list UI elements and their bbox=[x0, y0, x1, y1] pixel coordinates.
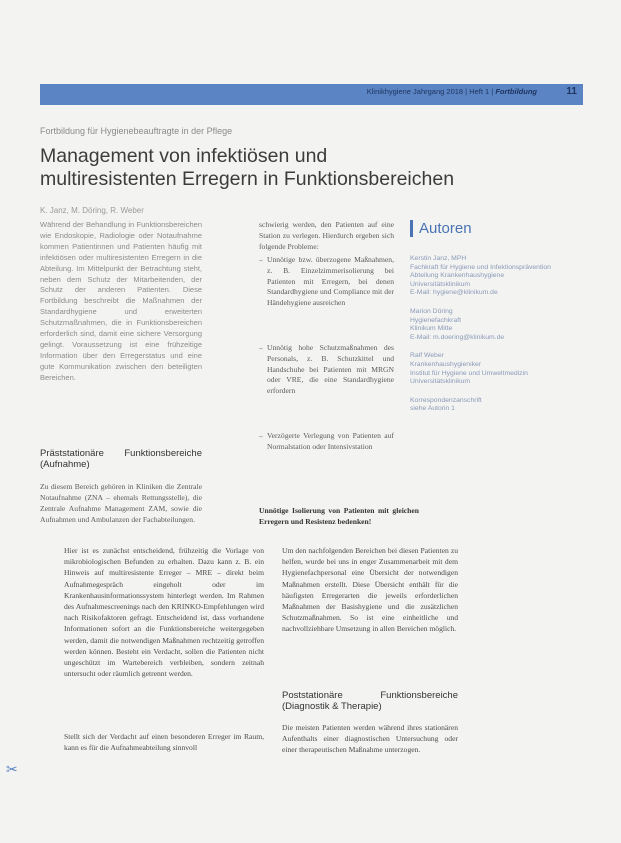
author-entry: Marion Döring Hygienefachkraft Klinikum Mitte E-Mail: m.doering@klinikum.de bbox=[410, 307, 505, 341]
journal-header-bar bbox=[40, 84, 583, 105]
section-heading-1: Präststationäre Funktionsbereiche (Aufnahme) bbox=[40, 448, 202, 470]
authors-line: K. Janz, M. Döring, R. Weber bbox=[40, 206, 144, 215]
bottom-left-column bbox=[64, 545, 264, 753]
kicker: Fortbildung für Hygienebeauftragte in der Pflege bbox=[40, 126, 233, 136]
bottom-left-paragraph-2: Stellt sich der Verdacht auf einen besonderen Erreger im Raum, kann es für die Aufnahmeabteilung sinnvoll bbox=[64, 732, 264, 753]
middle-column bbox=[259, 220, 394, 453]
section-heading-2: Poststationäre Funktionsbereiche (Diagnostik & Therapie) bbox=[282, 690, 458, 712]
author-entry: Korrespondenzanschrift siehe Autorin 1 bbox=[410, 396, 482, 413]
bottom-right-paragraph: Um den nachfolgenden Bereichen bei diesen Patienten zu helfen, wurde bei uns in enger Zusammenarbeit mit dem Hygienefachpersonal eine Übersicht der notwendigen Maßnahmen erstellt. Diese Übersicht enthält für die häufigsten Erregerarten die jeweils erforderlichen Maßnahmen der Basishygiene und die zusätzlichen Schutzmaßnahmen. So ist eine einheitliche und nachvollziehbare Umsetzung in allen Bereichen möglich. bbox=[282, 546, 458, 634]
middle-intro: schwierig werden, den Patienten auf eine Station zu verlegen. Hierdurch ergeben sich folgende Probleme: bbox=[259, 220, 394, 251]
bottom-left-paragraph-1: Hier ist es zunächst entscheidend, frühzeitig die Vorlage von mikrobiologischen Befunden zu erhalten. Dazu kann z. B. ein Hinweis auf multiresistente Erreger – MRE – direkt beim Aufnahmegespräch eingeholt oder im Krankenhausinformationssystem hinterlegt werden. Im Rahmen des Aufnahmescreenings nach den KRINKO-Empfehlungen wird nach Risikofaktoren gefragt. Entscheidend ist, dass vorhandene Informationen sofort an die Funktionsbereiche weitergegeben werden, damit die notwendigen Maßnahmen rechtzeitig getroffen werden können. Besteht ein Verdacht, sollen die Patienten nicht ungeschützt im Wartebereich verbleiben, sondern zeitnah untersucht oder räumlich getrennt werden. bbox=[64, 546, 264, 679]
scissors-icon: ✂ bbox=[6, 763, 18, 778]
problem-list bbox=[259, 255, 394, 453]
list-item: – Verzögerte Verlegung von Patienten auf Normalstation oder Intensivstation bbox=[259, 431, 394, 453]
left-column bbox=[40, 220, 202, 546]
highlight-note: Unnötige Isolierung von Patienten mit gleichen Erregern und Resistenz bedenken! bbox=[259, 506, 419, 526]
journal-info: Klinikhygiene Jahrgang 2018 | Heft 1 | Fortbildung bbox=[366, 87, 537, 96]
author-entry: Ralf Weber Krankenhaushygieniker Institut für Hygiene und Umweltmedizin Universitätsklinikum bbox=[410, 352, 528, 386]
section-2-text: Die meisten Patienten werden während ihres stationären Aufenthalts einer diagnostischen Untersuchung oder einer therapeutischen Maßnahme unterzogen. bbox=[282, 723, 458, 755]
article-title: Management von infektiösen und multiresistenten Erregern in Funktionsbereichen bbox=[40, 145, 455, 190]
list-item: – Unnötig hohe Schutzmaßnahmen des Personals, z. B. Schutzkittel und Handschuhe bei Patienten mit MRGN oder VRE, die eine Standardhygiene erfordern bbox=[259, 343, 394, 431]
bottom-right-column bbox=[282, 545, 458, 756]
section-1-text: Zu diesem Bereich gehören in Kliniken die Zentrale Notaufnahme (ZNA – ehemals Rettungsstelle), die Zentrale Aufnahme Management ZAM, sowie die Aufnahmen und Ambulanzen der Fachabteilungen. bbox=[40, 482, 202, 524]
authors-box bbox=[410, 220, 575, 414]
author-entry: Kerstin Janz, MPH Fachkraft für Hygiene und Infektionsprävention Abteilung Krankenhaushygiene Universitätsklinikum E-Mail: hygiene@klinikum.de bbox=[410, 255, 551, 297]
list-item: – Unnötige bzw. überzogene Maßnahmen, z. B. Einzelzimmerisolierung bei Patienten mit Erregern, bei denen Standardhygiene und Compliance mit der Händehygiene ausreichen bbox=[259, 255, 394, 343]
intro-paragraph: Während der Behandlung in Funktionsbereichen wie Endoskopie, Radiologie oder Notaufnahme kommen Patientinnen und Patienten häufig mit infektiösen oder multiresistenten Erregern in die Abteilung. Im Mittelpunkt der Betrachtung steht, neben dem Schutz der Mitarbeitenden, der Schutz der anderen Patienten. Diese Fortbildung beschreibt die Maßnahmen der Standardhygiene und erweiterten Schutzmaßnahmen, die in Funktionsbereichen erforderlich sind, damit eine sichere Versorgung gelingt. Voraussetzung ist eine frühzeitige Information über den Erregerstatus und eine gute Kommunikation zwischen den beteiligten Bereichen. bbox=[40, 220, 202, 382]
authors-heading: Autoren bbox=[410, 220, 575, 237]
page-number: 11 bbox=[566, 86, 577, 97]
